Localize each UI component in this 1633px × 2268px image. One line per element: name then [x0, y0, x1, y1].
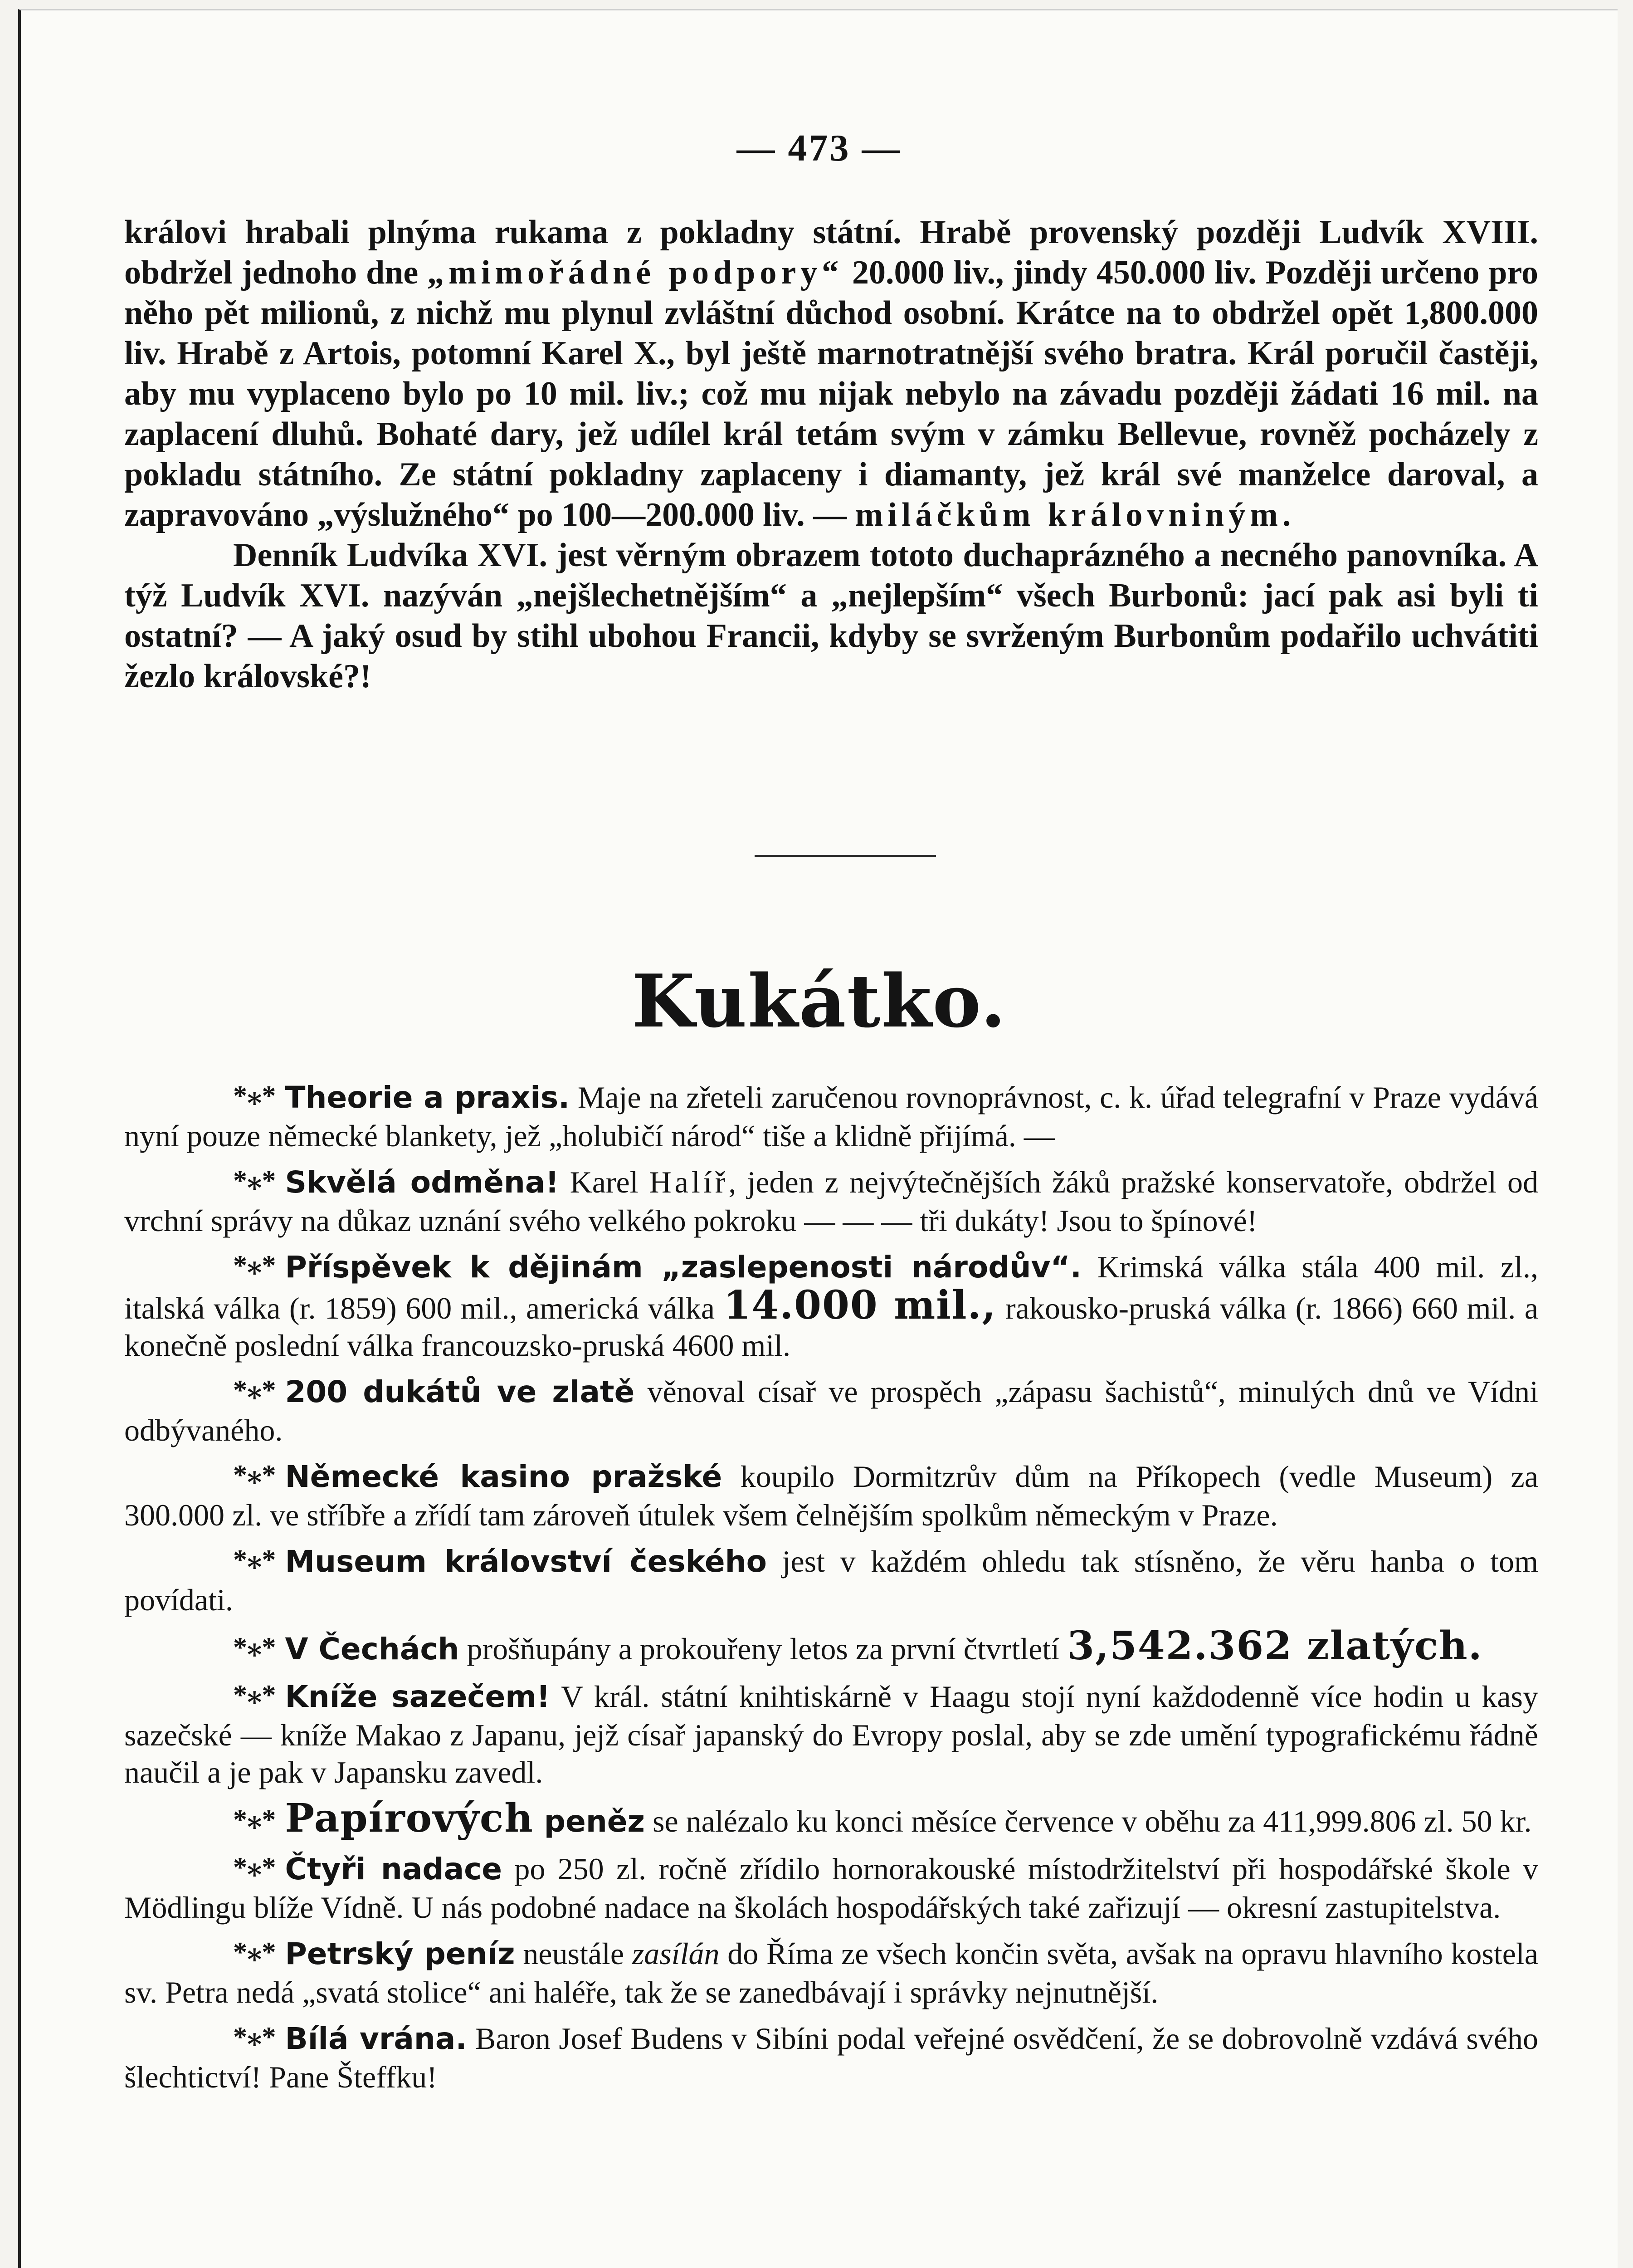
paragraph-1	[124, 212, 1538, 535]
asterism-icon: *⁎*	[233, 1250, 276, 1281]
item-text: neustále	[515, 1936, 632, 1971]
article-continuation	[124, 212, 1538, 697]
item-text: Maje na zřeteli zaručenou rovnoprávnost, c. k. úřad telegrafní v Praze vydává nyní pouze německé blankety, jež „holubičí národ“ tiše a klidně přijímá. —	[124, 1080, 1538, 1153]
asterism-icon: *⁎*	[233, 2022, 276, 2053]
text-run: královi hrabali plnýma rukama z pokladny státní. Hrabě provenský později Ludvík XVIII. obdržel jednoho dne	[124, 214, 1538, 291]
asterism-icon: *⁎*	[233, 1545, 276, 1575]
asterism-icon: *⁎*	[233, 1804, 276, 1835]
item-text: Karel	[559, 1165, 649, 1199]
news-items	[124, 1079, 1538, 2105]
emphasized-figure: 14.000 mil.,	[723, 1282, 997, 1328]
news-item	[124, 1850, 1538, 1926]
news-item	[124, 1543, 1538, 1618]
spaced-text: miláčkům královniným.	[855, 496, 1296, 533]
asterism-icon: *⁎*	[233, 1375, 276, 1406]
item-heading: Německé kasino pražské	[285, 1459, 722, 1494]
news-item	[124, 1678, 1538, 1791]
item-text: Krimská válka stála 400 mil. zl., italská válka (r. 1859) 600 mil., americká válka	[124, 1250, 1538, 1325]
item-heading: Bílá vrána.	[285, 2021, 467, 2056]
news-item	[124, 1623, 1538, 1669]
page-number: — 473 —	[736, 127, 902, 169]
news-item	[124, 1458, 1538, 1534]
item-text: , jeden z nejvýtečnějších žáků pražské konservatoře, obdržel od vrchní správy na důkaz uznání svého velkého pokroku — — — tři dukáty! Jsou to špínové!	[124, 1165, 1539, 1238]
text-run: 20.000 liv., jindy 450.000 liv. Později určeno pro něho pět milionů, z nichž mu plynul zvláštní důchod osobní. Krátce na to obdržel opět 1,800.000 liv. Hrabě z Artois, potomní Karel X., byl ještě marnotratnější svého bratra. Král poručil častěji, aby mu vyplaceno bylo po 10 mil. liv.; což mu nijak nebylo na závadu později žádati 16 mil. na zaplacení dluhů. Bohaté dary, jež udílel král tetám svým v zámku Bellevue, rovněž pocházely z pokladu státního. Ze státní pokladny zaplaceny i diamanty, jež král své manželce daroval, a zapravováno „výslužného“ po 100—200.000 liv. —	[124, 254, 1539, 533]
italic-text: zasílán	[632, 1936, 720, 1971]
item-text: jest v každém ohledu tak stísněno, že věru hanba o tom povídati.	[124, 1544, 1538, 1617]
news-item	[124, 1935, 1538, 2011]
item-text: do Říma ze všech končin světa, avšak na opravu hlavního kostela sv. Petra nedá „svatá stolice“ ani haléře, tak že se zanedbávají i správky nejnutnější.	[124, 1936, 1539, 2009]
item-text: koupilo Dormitzrův dům na Příkopech (vedle Museum) za 300.000 zl. ve stříbře a zřídí tam zároveň útulek všem čelnějším spolkům německým v Praze.	[124, 1459, 1538, 1532]
item-text: rakousko-pruská válka (r. 1866) 660 mil. a konečně poslední válka francouzsko-pruská 4600 mil.	[124, 1291, 1539, 1363]
item-text: se nalézalo ku konci měsíce července v oběhu za 411,999.806 zl. 50 kr.	[644, 1804, 1532, 1838]
news-item	[124, 1373, 1538, 1449]
news-item	[124, 1163, 1538, 1239]
page	[18, 9, 1618, 2268]
item-heading: Skvělá odměna!	[285, 1165, 559, 1200]
item-text: Baron Josef Budens v Sibíni podal veřejné osvědčení, že se dobrovolně vzdává svého šlechtictví! Pane Šteffku!	[124, 2021, 1538, 2094]
item-text: věnoval císař ve prospěch „zápasu šachistů“, minulých dnů ve Vídni odbývaného.	[124, 1374, 1538, 1447]
item-heading: Kníže sazečem!	[285, 1679, 551, 1714]
news-item	[124, 2020, 1538, 2096]
item-text: V král. státní knihtiskárně v Haagu stojí nyní každodenně více hodin u kasy sazečské — kníže Makao z Japanu, jejž císař japanský do Evropy poslal, aby se zde umění typografickému řádně naučil a je pak v Japansku zavedl.	[124, 1679, 1538, 1789]
section-title: Kukátko.	[632, 958, 1007, 1044]
emphasized-figure: 3,542.362 zlatých.	[1067, 1623, 1483, 1669]
asterism-icon: *⁎*	[233, 1460, 276, 1491]
item-heading-display: Papírových	[285, 1795, 534, 1841]
paragraph-2: Denník Ludvíka XVI. jest věrným obrazem tototo duchaprázného a necného panovníka. A týž Ludvík XVI. nazýván „nejšlechetnějším“ a „nejlepším“ všech Burbonů: jací pak asi byli ti ostatní? — A jaký osud by stihl ubohou Francii, kdyby se svrženým Burbonům podařilo uchvátiti žezlo královské?!	[124, 537, 1538, 695]
item-heading: peněz	[533, 1804, 645, 1839]
item-heading: V Čechách	[285, 1632, 459, 1667]
asterism-icon: *⁎*	[233, 1852, 276, 1883]
spaced-text: „mimořádné podpory“	[427, 254, 843, 291]
item-heading: 200 dukátů ve zlatě	[285, 1374, 635, 1409]
asterism-icon: *⁎*	[233, 1080, 276, 1111]
spaced-name: Halíř	[649, 1165, 729, 1199]
asterism-icon: *⁎*	[233, 1680, 276, 1711]
section-divider	[755, 855, 936, 857]
item-heading: Petrský peníz	[285, 1936, 515, 1971]
item-heading: Museum království českého	[285, 1544, 767, 1579]
news-item	[124, 1795, 1538, 1841]
asterism-icon: *⁎*	[233, 1632, 276, 1663]
item-heading: Theorie a praxis.	[285, 1080, 570, 1115]
item-heading: Čtyři nadace	[285, 1852, 502, 1887]
item-text: prošňupány a prokouřeny letos za první čtvrtletí	[459, 1632, 1068, 1666]
news-item	[124, 1079, 1538, 1154]
item-text: po 250 zl. ročně zřídilo hornorakouské místodržitelství při hospodářské škole v Mödlingu blíže Vídně. U nás podobné nadace na školách hospodářských také zařizují — okresní zastupitelstva.	[124, 1852, 1538, 1925]
asterism-icon: *⁎*	[233, 1937, 276, 1968]
item-heading: Příspěvek k dějinám „zaslepenosti národův“.	[285, 1250, 1082, 1285]
news-item	[124, 1248, 1538, 1364]
asterism-icon: *⁎*	[233, 1165, 276, 1196]
